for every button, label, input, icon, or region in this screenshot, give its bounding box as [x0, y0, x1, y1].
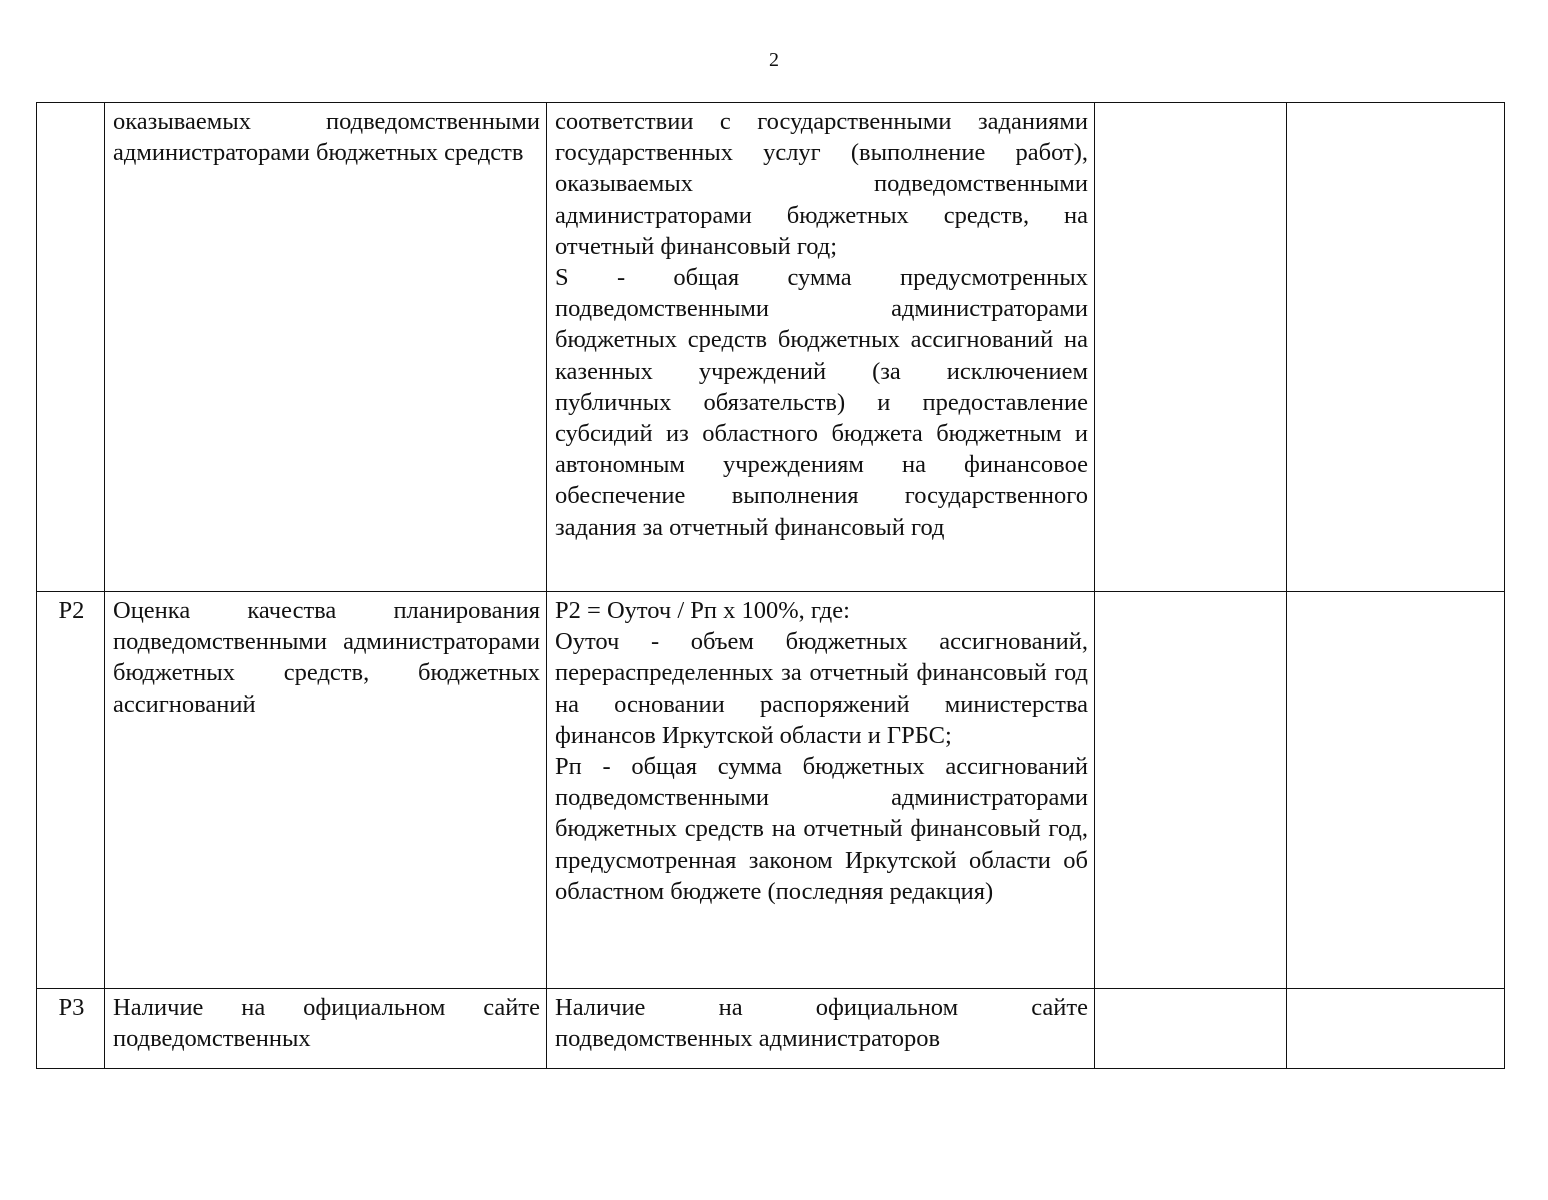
empty-cell: [1287, 989, 1505, 1069]
row-code-cell: [37, 103, 105, 592]
formula-cell: [547, 989, 1095, 1069]
indicator-name-cell: Наличие на официальном сайте подведомственных: [105, 989, 547, 1069]
empty-cell: [1287, 103, 1505, 592]
formula-paragraph: Рп - общая сумма бюджетных ассигнований подведомственными администраторами бюджетных средств на отчетный финансовый год, предусмотренная законом Иркутской области об областном бюджете (последняя редакция): [555, 753, 1088, 905]
page-number: 2: [769, 49, 779, 71]
empty-cell: [1095, 989, 1287, 1069]
table-row: [37, 103, 1505, 592]
formula-paragraph: соответствии с государственными заданиями государственных услуг (выполнение работ), оказываемых подведомственными администраторами бюджетных средств, на отчетный финансовый год;: [555, 108, 1088, 260]
indicator-name-cell: оказываемых подведомственными администраторами бюджетных средств: [105, 103, 547, 592]
formula-paragraph: Оуточ - объем бюджетных ассигнований, перераспределенных за отчетный финансовый год на основании распоряжений министерства финансов Иркутской области и ГРБС;: [555, 628, 1088, 749]
indicators-table: [36, 102, 1505, 1069]
indicator-name-cell: Оценка качества планирования подведомственными администраторами бюджетных средств, бюджетных ассигнований: [105, 592, 547, 989]
row-code-cell: Р2: [37, 592, 105, 989]
table-row: [37, 592, 1505, 989]
formula-cell: [547, 103, 1095, 592]
empty-cell: [1095, 592, 1287, 989]
empty-cell: [1095, 103, 1287, 592]
formula-paragraph: Наличие на официальном сайте подведомственных администраторов: [555, 994, 1088, 1053]
table-row: [37, 989, 1505, 1069]
formula-cell: [547, 592, 1095, 989]
row-code-cell: Р3: [37, 989, 105, 1069]
formula-paragraph: S - общая сумма предусмотренных подведомственными администраторами бюджетных средств бюджетных ассигнований на казенных учреждений (за исключением публичных обязательств) и предоставление субсидий из областного бюджета бюджетным и автономным учреждениям на финансовое обеспечение выполнения государственного задания за отчетный финансовый год: [555, 264, 1088, 541]
formula-paragraph: Р2 = Оуточ / Рп х 100%, где:: [555, 597, 850, 624]
empty-cell: [1287, 592, 1505, 989]
